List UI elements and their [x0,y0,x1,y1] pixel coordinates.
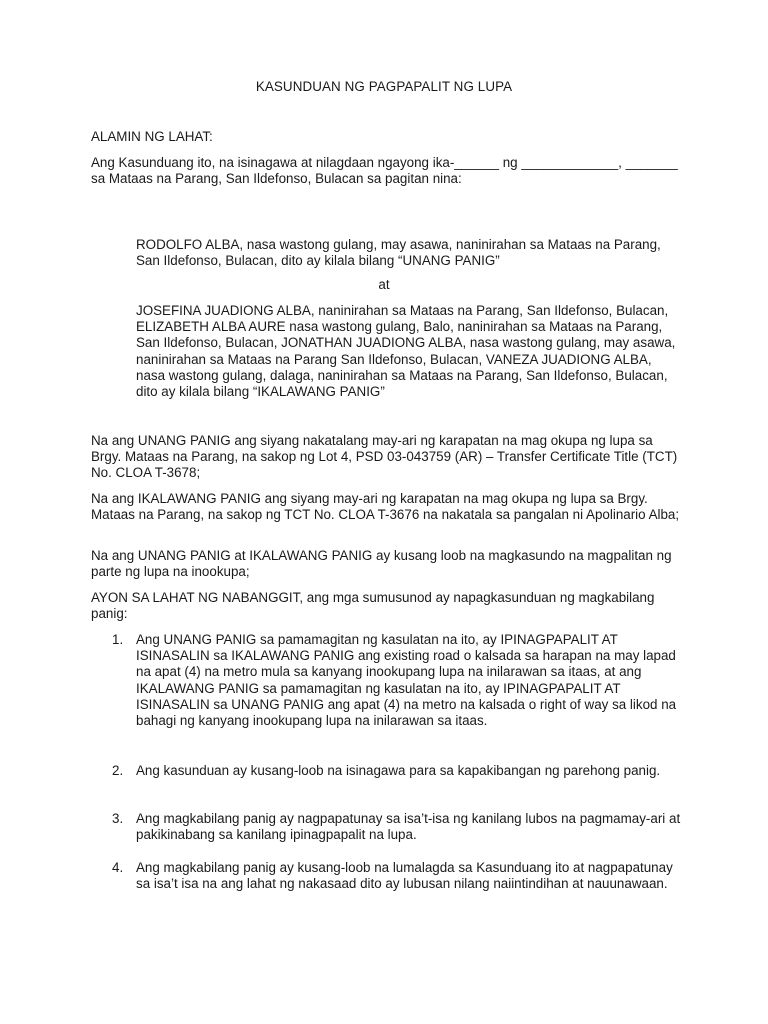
whereas-paragraph-3: Na ang UNANG PANIG at IKALAWANG PANIG ay kusang loob na magkasundo na magpalitan ng parte ng lupa na inookupa; [91,548,672,580]
salutation: ALAMIN NG LAHAT: [91,129,213,144]
list-item-text: Ang magkabilang panig ay nagpapatunay sa isa’t-isa ng kanilang lubos na pagmamay-ari at pakikinabang sa kanilang ipinagpapalit na lupa. [136,811,681,843]
list-item-number: 2. [112,763,124,778]
list-item [112,632,682,729]
premise-paragraph: AYON SA LAHAT NG NABANGGIT, ang mga sumusunod ay napagkasunduan ng magkabilang panig: [91,590,655,622]
whereas-paragraph-2: Na ang IKALAWANG PANIG ang siyang may-ari ng karapatan na mag okupa ng lupa sa Brgy. Mataas na Parang, na sakop ng TCT No. CLOA T-3676 na nakatala sa pangalan ni Apolinario Alba; [91,491,680,523]
party-two-paragraph: JOSEFINA JUADIONG ALBA, naninirahan sa Mataas na Parang, San Ildefonso, Bulacan, ELIZABETH ALBA AURE nasa wastong gulang, Balo, naninirahan sa Mataas na Parang, San Ildefonso, Bulacan, JONATHAN JUADIONG ALBA, nasa wastong gulang, may asawa, naninirahan sa Mataas na Parang San Ildefonso, Bulacan, VANEZA JUADIONG ALBA, nasa wastong gulang, dalaga, naninirahan sa Mataas na Parang, San Ildefonso, Bulacan, dito ay kilala bilang “IKALAWANG PANIG” [136,303,676,400]
list-item-text: Ang UNANG PANIG sa pamamagitan ng kasulatan na ito, ay IPINAGPAPALIT AT ISINASALIN sa IKALAWANG PANIG ang existing road o kalsada sa harapan na may lapad na apat (4) na metro mula sa kanyang inookupang lupa na inilarawan sa itaas, at ang IKALAWANG PANIG sa pamamagitan ng kasulatan na ito, ay IPINAGPAPALIT AT ISINASALIN sa UNANG PANIG ang apat (4) na metro na kalsada o right of way sa likod na bahagi ng kanyang inookupang lupa na inilarawan sa itaas. [136,632,677,729]
list-item [112,763,682,779]
list-item-text: Ang kasunduan ay kusang-loob na isinagawa para sa kapakibangan ng parehong panig. [136,763,661,778]
document-title: KASUNDUAN NG PAGPAPALIT NG LUPA [255,79,513,94]
conjunction-at: at [378,277,390,292]
list-item-text: Ang magkabilang panig ay kusang-loob na lumalagda sa Kasunduang ito at nagpapatunay sa isa’t isa na ang lahat ng nakasaad dito ay lubusan nilang naiintindihan at nauunawaan. [136,860,673,892]
party-one-paragraph: RODOLFO ALBA, nasa wastong gulang, may asawa, naninirahan sa Mataas na Parang, San Ildefonso, Bulacan, dito ay kilala bilang “UNANG PANIG” [136,237,661,269]
list-item [112,811,682,843]
list-item-number: 1. [112,632,124,647]
whereas-paragraph-1: Na ang UNANG PANIG ang siyang nakatalang may-ari ng karapatan na mag okupa ng lupa sa Brgy. Mataas na Parang, na sakop ng Lot 4, PSD 03-043759 (AR) – Transfer Certificate Title (TCT) No. CLOA T-3678; [91,433,678,481]
intro-paragraph: Ang Kasunduang ito, na isinagawa at nilagdaan ngayong ika-______ ng _____________, _______ sa Mataas na Parang, San Ildefonso, Bulacan sa pagitan nina: [91,155,678,187]
list-item [112,860,682,892]
list-item-number: 3. [112,811,124,826]
list-item-number: 4. [112,860,124,875]
